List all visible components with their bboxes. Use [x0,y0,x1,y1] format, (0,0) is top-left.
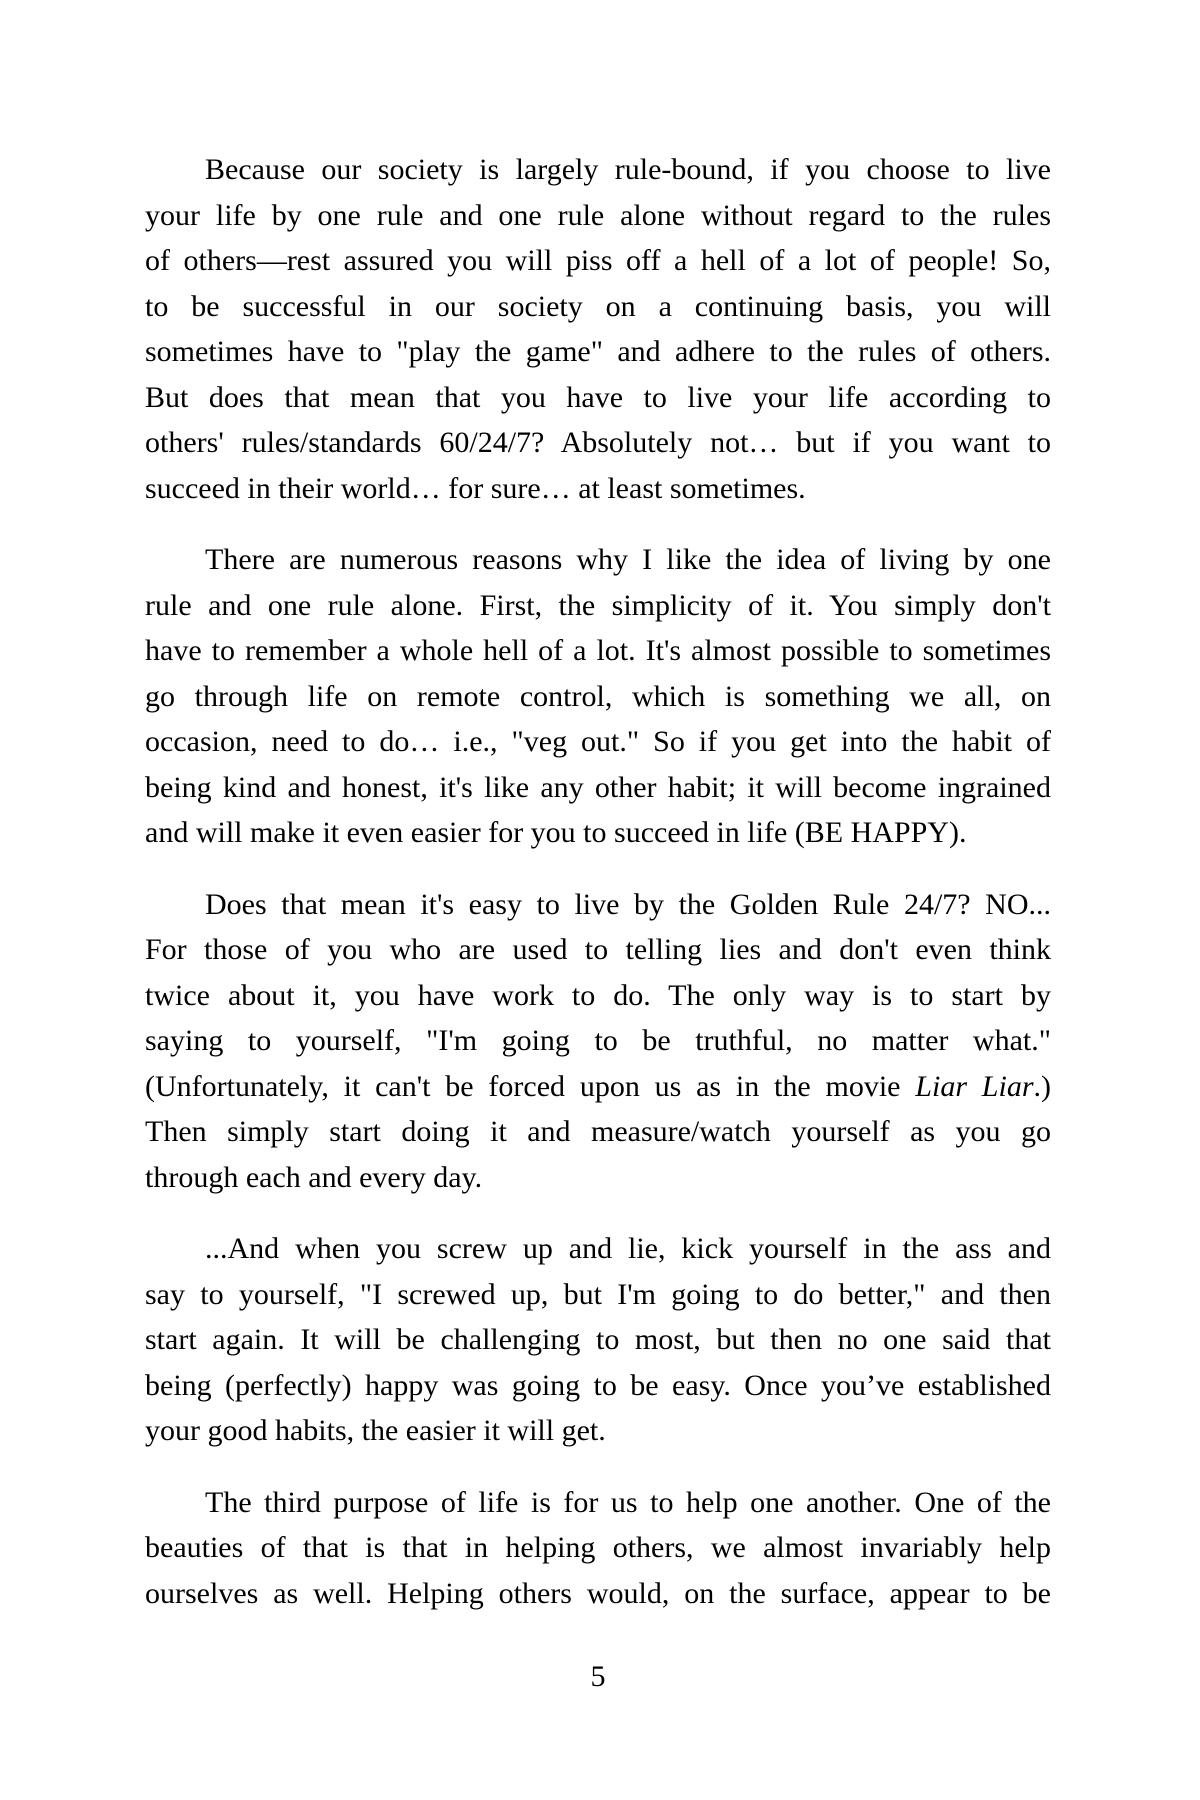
text-line: There are numerous reasons why I like the idea of living by one [205,543,1051,576]
text-line: your life by one rule and one rule alone without regard to the rules [145,198,1051,232]
paragraph [145,537,1051,856]
text-line: to be successful in our society on a continuing basis, you will [145,289,1051,323]
text-line: your good habits, the easier it will get. [145,1414,606,1447]
text-line: being kind and honest, it's like any other habit; it will become ingrained [145,770,1051,804]
text-line: But does that mean that you have to live your life according to [145,380,1051,414]
text-line: Then simply start doing it and measure/watch yourself as you go [145,1115,1051,1148]
text-line: ourselves as well. Helping others would, on the surface, appear to be [145,1576,1051,1610]
paragraph [145,882,1051,1201]
text-line: The third purpose of life is for us to help one another. One of the [205,1485,1051,1519]
paragraph [145,147,1051,511]
text-line: (Unfortunately, it can't be forced upon us as in the movie Liar Liar.) [145,1069,1051,1103]
text-line: rule and one rule alone. First, the simplicity of it. You simply don't [145,588,1051,622]
text-line: say to yourself, "I screwed up, but I'm going to do better," and then [145,1277,1051,1311]
text-line: ...And when you screw up and lie, kick yourself in the ass and [205,1232,1051,1265]
text-line: saying to yourself, "I'm going to be truthful, no matter what." [145,1024,1051,1057]
paragraph [145,1226,1051,1454]
text-line: occasion, need to do… i.e., "veg out." So if you get into the habit of [145,725,1051,758]
text-line: Because our society is largely rule-bound, if you choose to live [205,153,1051,186]
text-line: Does that mean it's easy to live by the Golden Rule 24/7? NO... [205,887,1051,921]
page-number: 5 [590,1660,606,1693]
paragraph [145,1480,1051,1617]
page-footer [145,1654,1051,1699]
text-line: being (perfectly) happy was going to be easy. Once you’ve established [145,1368,1051,1402]
text-line: twice about it, you have work to do. The only way is to start by [145,978,1051,1012]
text-line: through each and every day. [145,1160,483,1194]
text-line: have to remember a whole hell of a lot. It's almost possible to sometimes [145,634,1051,667]
text-line: others' rules/standards 60/24/7? Absolutely not… but if you want to [145,426,1051,459]
text-line: go through life on remote control, which is something we all, on [145,679,1051,713]
text-line: For those of you who are used to telling lies and don't even think [145,933,1051,966]
text-line: sometimes have to "play the game" and adhere to the rules of others. [145,335,1051,368]
text-line: and will make it even easier for you to succeed in life (BE HAPPY). [145,816,967,849]
text-line: of others—rest assured you will piss off a hell of a lot of people! So, [145,244,1051,277]
text-line: start again. It will be challenging to most, but then no one said that [145,1323,1051,1356]
text-line: beauties of that is that in helping others, we almost invariably help [145,1531,1051,1564]
text-line: succeed in their world… for sure… at least sometimes. [145,471,806,505]
